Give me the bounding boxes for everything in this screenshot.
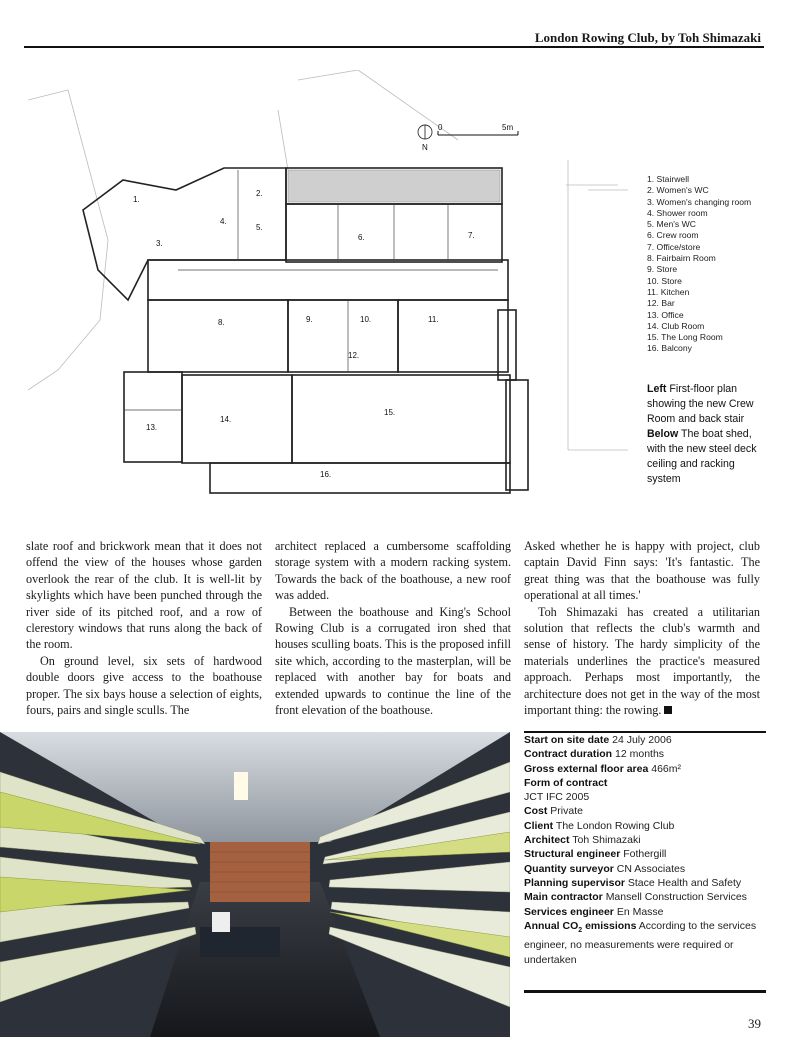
spec-row (524, 804, 766, 818)
room-label: 6. (358, 233, 365, 242)
spec-row (524, 833, 766, 847)
body-paragraph: Asked whether he is happy with project, club captain David Finn says: 'It's fantastic. The great thing was that the boathouse was fully operational at all times.' (524, 539, 760, 603)
spec-label: Main contractor (524, 891, 603, 904)
room-label: 1. (133, 195, 140, 204)
legend-item: 15. The Long Room (647, 332, 723, 343)
spec-value: En Masse (616, 905, 664, 918)
legend-item: 7. Office/store (647, 241, 701, 252)
spec-row (524, 905, 766, 919)
body-paragraph (524, 604, 760, 719)
legend-item: 4. Shower room (647, 207, 708, 218)
caption-below-label: Below (647, 428, 679, 440)
body-paragraph: architect replaced a cumbersome scaffolding storage system with a modern racking system. Towards the back of the boathouse, a new roof was added. (275, 539, 511, 603)
room-label: 14. (220, 415, 232, 424)
body-paragraph: slate roof and brickwork mean that it does not offend the view of the houses whose garden overlook the rear of the club. It is well-lit by skylights which have been punched through the river side of its pitched roof, and a row of clerestory windows that runs along the back of the room. (26, 539, 262, 652)
spec-label: Architect (524, 834, 570, 847)
spec-value: Toh Shimazaki (572, 834, 641, 847)
body-paragraph: On ground level, six sets of hardwood double doors give access to the boathouse proper. The six bays house a selection of eights, fours, pairs and single sculls. The (26, 653, 262, 718)
room-label: 7. (468, 231, 475, 240)
caption-below-text: The boat shed, with the new steel deck ceiling and racking system (647, 428, 757, 485)
room-label: 11. (428, 315, 439, 324)
spec-label: Client (524, 819, 554, 832)
room-label: 5. (256, 223, 263, 232)
spec-value: JCT IFC 2005 (524, 791, 590, 804)
legend-item: 11. Kitchen (647, 286, 690, 297)
room-label: 4. (220, 217, 227, 226)
legend-item: 14. Club Room (647, 320, 705, 331)
legend-item: 9. Store (647, 264, 678, 275)
legend-item: 10. Store (647, 275, 682, 286)
header-rule (24, 46, 764, 48)
spec-row (524, 776, 766, 790)
legend-item: 12. Bar (647, 298, 675, 309)
legend-item: 13. Office (647, 309, 684, 320)
spec-label: Gross external floor area (524, 762, 649, 775)
spec-label: Quantity surveyor (524, 862, 614, 875)
room-label: 15. (384, 408, 396, 417)
spec-row (524, 747, 766, 761)
page-number: 39 (748, 1016, 761, 1031)
spec-row (524, 847, 766, 861)
spec-row (524, 790, 766, 804)
spec-label: Cost (524, 805, 548, 818)
room-label: 9. (306, 315, 313, 324)
spec-value: Fothergill (623, 848, 667, 861)
spec-label: Contract duration (524, 748, 613, 761)
spec-value: 466m² (651, 762, 681, 775)
spec-row (524, 862, 766, 876)
room-legend (647, 174, 751, 355)
room-label: 3. (156, 239, 163, 248)
spec-value: 24 July 2006 (612, 734, 672, 746)
body-column-3 (524, 538, 760, 718)
spec-row (524, 819, 766, 833)
spec-row (524, 762, 766, 776)
body-paragraph: Between the boathouse and King's School Rowing Club is a corrugated iron shed that houses sculling boats. This is the proposed infill site which, according to the masterplan, will be replaced with another bay for boats and extended upwards to continue the line of the front elevation of the boathouse. (275, 604, 511, 718)
legend-item: 3. Women's changing room (647, 196, 752, 207)
spec-label: Start on site date (524, 734, 610, 746)
spec-label: Structural engineer (524, 848, 621, 861)
first-floor-plan (28, 70, 628, 510)
room-label: 8. (218, 318, 225, 327)
spec-row-emissions (524, 919, 766, 967)
boat-shed-photo (0, 732, 510, 1037)
legend-item: 8. Fairbairn Room (647, 253, 716, 264)
specs-bottom-rule (524, 990, 766, 993)
room-label: 13. (146, 423, 158, 432)
body-column-2 (275, 538, 511, 718)
room-label: 2. (256, 189, 263, 198)
spec-row (524, 876, 766, 890)
running-header: London Rowing Club, by Toh Shimazaki (534, 30, 761, 45)
legend-item: 16. Balcony (647, 343, 692, 354)
project-specs (524, 733, 766, 967)
north-label: N (422, 143, 428, 152)
figure-caption (647, 382, 765, 487)
room-label: 10. (360, 315, 372, 324)
spec-value: According to the services engineer, no measurements were required or undertaken (524, 919, 757, 966)
legend-item: 2. Women's WC (647, 185, 709, 196)
spec-label: Form of contract (524, 776, 608, 789)
spec-value: 12 months (615, 748, 665, 761)
spec-row (524, 890, 766, 904)
legend-item: 5. Men's WC (647, 219, 696, 230)
body-column-1 (26, 538, 262, 718)
spec-label: Services engineer (524, 905, 614, 918)
spec-label: Annual $CO_2$ emissions (524, 919, 637, 934)
spec-value: Stace Health and Safety (627, 876, 742, 889)
closing-text: Toh Shimazaki has created a utilitarian solution that reflects the club's warmth and sense of history. The hardy simplicity of the materials underlines the practice's measured approach. Perhaps most importantly, the architecture does not get in the way of the most important thing: the rowing. (524, 604, 760, 718)
room-label: 16. (320, 470, 332, 479)
spec-label: Planning supervisor (524, 876, 625, 889)
spec-value: The London Rowing Club (555, 819, 675, 832)
caption-left-text: First-floor plan showing the new Crew Room and back stair (647, 383, 754, 425)
scale-end: 5m (502, 123, 514, 132)
scale-zero: 0 (438, 123, 443, 132)
room-label: 12. (348, 351, 360, 360)
spec-value: Private (550, 805, 583, 818)
spec-value: Mansell Construction Services (605, 891, 747, 904)
legend-item: 1. Stairwell (647, 174, 690, 184)
caption-left-label: Left (647, 383, 667, 395)
legend-item: 6. Crew room (647, 230, 699, 241)
spec-value: CN Associates (616, 862, 686, 875)
spec-row (524, 733, 766, 747)
end-mark-icon (664, 706, 672, 714)
